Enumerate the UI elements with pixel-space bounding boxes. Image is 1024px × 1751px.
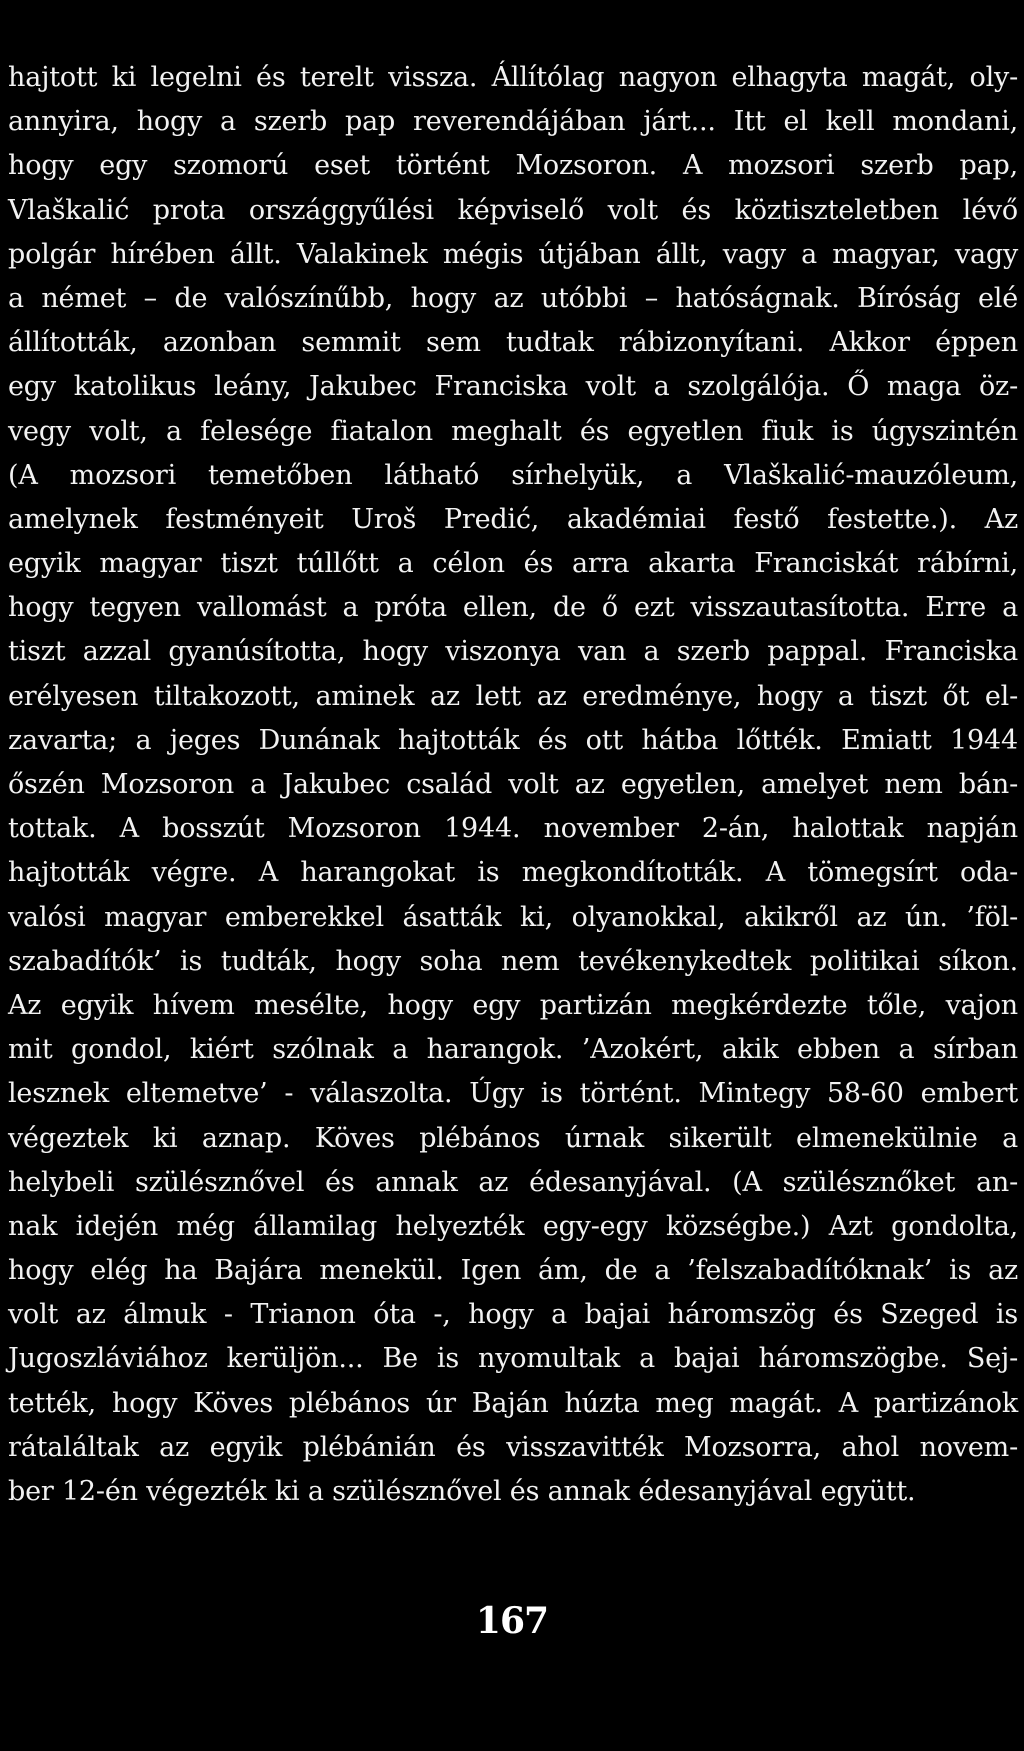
text-line: végeztek ki aznap. Köves plébános úrnak sikerült elmenekülnie a [8, 1122, 1018, 1154]
text-line: Az egyik hívem mesélte, hogy egy partizán megkérdezte tőle, vajon [8, 989, 1018, 1021]
text-line: volt az álmuk - Trianon óta -, hogy a bajai háromszög és Szeged is [8, 1299, 1018, 1331]
text-line: annyira, hogy a szerb pap reverendájában járt... Itt el kell mondani, [8, 106, 1018, 138]
text-line: tottak. A bosszút Mozsoron 1944. november 2-án, halottak napján [8, 813, 1018, 845]
text-line: Jugoszláviához kerüljön... Be is nyomultak a bajai háromszögbe. Sej- [8, 1343, 1018, 1375]
text-line: amelynek festményeit Uroš Predić, akadémiai festő festette.). Az [8, 503, 1018, 535]
text-line: zavarta; a jeges Dunának hajtották és ott hátba lőtték. Emiatt 1944 [8, 724, 1018, 756]
text-line: (A mozsori temetőben látható sírhelyük, a Vlaškalić-mauzóleum, [8, 459, 1018, 491]
text-line: őszén Mozsoron a Jakubec család volt az egyetlen, amelyet nem bán- [8, 769, 1018, 800]
text-line: lesznek eltemetve’ - válaszolta. Úgy is történt. Mintegy 58-60 embert [8, 1078, 1018, 1110]
text-line: valósi magyar emberekkel ásatták ki, olyanokkal, akikről az ún. ’föl- [8, 901, 1018, 933]
page-number: 167 [475, 1600, 549, 1642]
text-line: egy katolikus leány, Jakubec Franciska volt a szolgálója. Ő maga öz- [8, 371, 1018, 403]
document-page [8, 56, 1018, 1514]
text-line: polgár hírében állt. Valakinek mégis útjában állt, vagy a magyar, vagy [8, 238, 1018, 270]
text-line: tiszt azzal gyanúsította, hogy viszonya van a szerb pappal. Franciska [8, 636, 1018, 668]
text-line: állították, azonban semmit sem tudtak rábizonyítani. Akkor éppen [8, 327, 1018, 359]
text-line: Vlaškalić prota országgyűlési képviselő volt és köztiszteletben lévő [8, 194, 1018, 226]
text-line: mit gondol, kiért szólnak a harangok. ’Azokért, akik ebben a sírban [8, 1034, 1018, 1066]
text-line: nak idején még államilag helyezték egy-egy községbe.) Azt gondolta, [8, 1210, 1018, 1242]
text-line: vegy volt, a felesége fiatalon meghalt és egyetlen fiuk is úgyszintén [8, 415, 1018, 447]
text-line: rátaláltak az egyik plébánián és visszavitték Mozsorra, ahol novem- [8, 1431, 1018, 1463]
text-line: hogy elég ha Bajára menekül. Igen ám, de a ’felszabadítóknak’ is az [8, 1255, 1018, 1287]
text-line: a német – de valószínűbb, hogy az utóbbi – hatóságnak. Bíróság elé [8, 282, 1018, 314]
text-line: tették, hogy Köves plébános úr Baján húzta meg magát. A partizánok [8, 1387, 1018, 1419]
text-line: hajtott ki legelni és terelt vissza. Állítólag nagyon elhagyta magát, oly- [8, 62, 1018, 93]
text-line: szabadítók’ is tudták, hogy soha nem tevékenykedtek politikai síkon. [8, 945, 1018, 977]
text-line: erélyesen tiltakozott, aminek az lett az eredménye, hogy a tiszt őt el- [8, 680, 1018, 712]
text-line: ber 12-én végezték ki a szülésznővel és annak édesanyjával együtt. [8, 1476, 916, 1507]
text-line: hajtották végre. A harangokat is megkondították. A tömegsírt oda- [8, 857, 1018, 889]
text-line: hogy egy szomorú eset történt Mozsoron. A mozsori szerb pap, [8, 150, 1018, 182]
text-line: helybeli szülésznővel és annak az édesanyjával. (A szülésznőket an- [8, 1166, 1018, 1198]
text-line: egyik magyar tiszt túllőtt a célon és arra akarta Franciskát rábírni, [8, 548, 1018, 580]
text-line: hogy tegyen vallomást a próta ellen, de ő ezt visszautasította. Erre a [8, 592, 1018, 624]
